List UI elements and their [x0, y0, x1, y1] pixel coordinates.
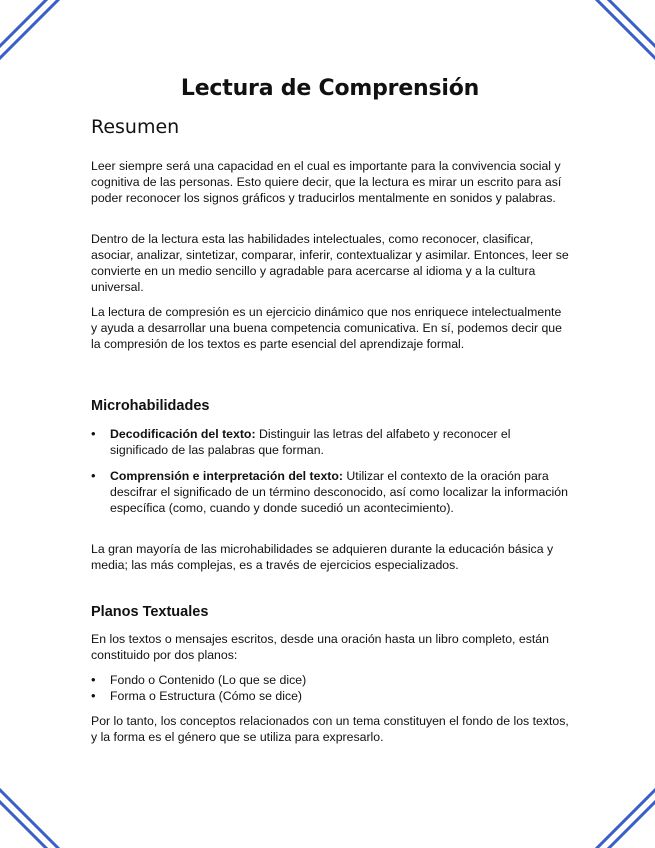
- section-heading-microhabilidades: Microhabilidades: [91, 398, 210, 414]
- corner-decoration-top-right: [585, 0, 655, 70]
- paragraph-planos-closing: Por lo tanto, los conceptos relacionados con un tema constituyen el fondo de los textos, y la forma es el género que se utiliza para expresarlo.: [91, 714, 569, 744]
- microhabilidades-list: [91, 426, 569, 526]
- paragraph-3: La lectura de compresión es un ejercicio dinámico que nos enriquece intelectualmente y ayuda a desarrollar una buena competencia comunicativa. En sí, podemos decir que la compresión de los textos es parte esencial del aprendizaje formal.: [91, 305, 562, 351]
- planos-list: [91, 672, 569, 704]
- paragraph-planos-intro: En los textos o mensajes escritos, desde una oración hasta un libro completo, están constituido por dos planos:: [91, 632, 549, 662]
- corner-decoration-bottom-right: [585, 778, 655, 848]
- paragraph-1: Leer siempre será una capacidad en el cual es importante para la convivencia social y cognitiva de las personas. Esto quiere decir, que la lectura es mirar un escrito para así poder reconocer los signos gráficos y traducirlos mentalmente en sonidos y palabras.: [91, 159, 562, 205]
- section-heading-planos-textuales: Planos Textuales: [91, 604, 209, 620]
- list-item-text: Utilizar el contexto de la oración para descifrar el significado de un término desconocido, así como localizar la información específica (como, cuando y donde sucedió un acontecimiento).: [110, 469, 568, 515]
- list-item-term: Comprensión e interpretación del texto:: [110, 469, 343, 483]
- list-item-text: Distinguir las letras del alfabeto y reconocer el significado de las palabras que forman.: [110, 427, 511, 457]
- list-item: [91, 468, 569, 516]
- corner-decoration-top-left: [0, 0, 70, 70]
- list-item-term: Decodificación del texto:: [110, 427, 256, 441]
- paragraph-2: Dentro de la lectura esta las habilidades intelectuales, como reconocer, clasificar, asociar, analizar, sintetizar, comparar, inferir, contextualizar y asimilar. Entonces, leer se convierte en un medio sencillo y agradable para acercarse al idioma y a la cultura universal.: [91, 232, 569, 294]
- list-item: • Forma o Estructura (Cómo se dice): [91, 688, 569, 704]
- corner-decoration-bottom-left: [0, 778, 70, 848]
- list-item: [91, 426, 569, 458]
- document-title: Lectura de Comprensión: [180, 76, 480, 101]
- list-item: • Fondo o Contenido (Lo que se dice): [91, 672, 569, 688]
- section-heading-resumen: Resumen: [91, 116, 180, 138]
- paragraph-micro-closing: La gran mayoría de las microhabilidades se adquieren durante la educación básica y media; las más complejas, es a través de ejercicios especializados.: [91, 542, 554, 572]
